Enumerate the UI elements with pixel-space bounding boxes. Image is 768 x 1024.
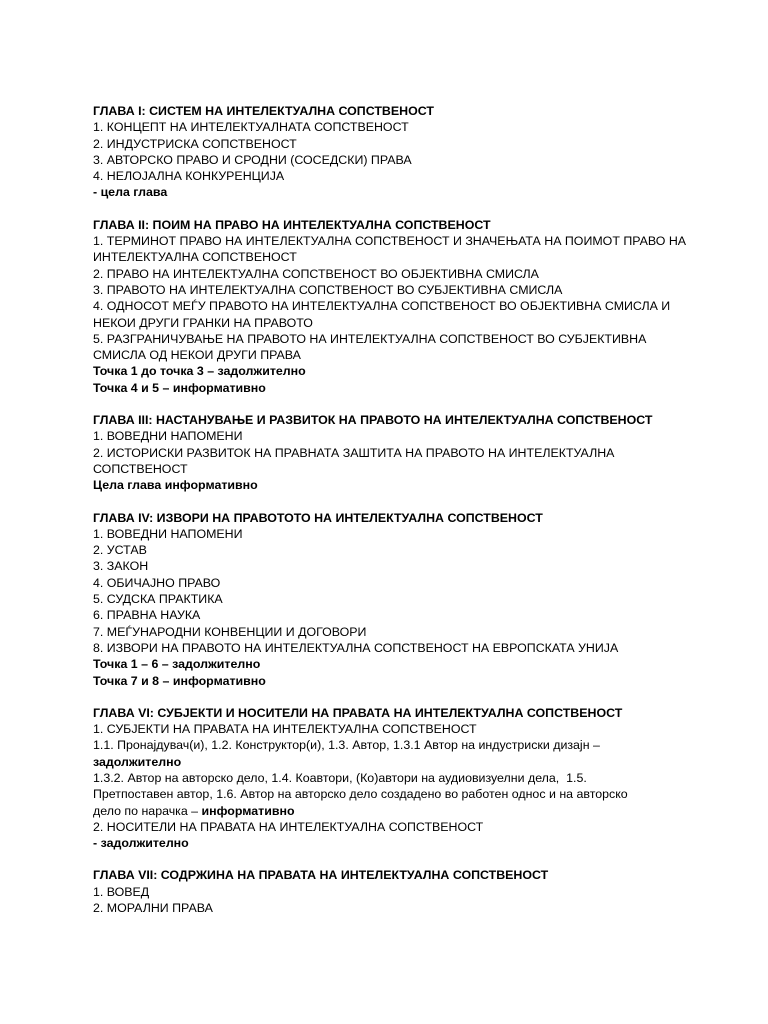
list-item: 2. МОРАЛНИ ПРАВА [93,901,213,916]
chapter-heading: ГЛАВА IV: ИЗВОРИ НА ПРАВОТОТО НА ИНТЕЛЕКТУАЛНА СОПСТВЕНОСТ [93,510,543,525]
list-item: СОПСТВЕНОСТ [93,461,188,476]
chapter-note: Точка 1 до точка 3 – задолжително [93,364,306,379]
list-item: 2. ПРАВО НА ИНТЕЛЕКТУАЛНА СОПСТВЕНОСТ ВО ОБЈЕКТИВНА СМИСЛА [93,266,539,281]
text-run: 1.3.2. Автор на авторско дело, 1.4. Коавтори, (Ко)автори на аудиовизуелни дела, 1.5. [93,770,587,785]
list-item: 3. ЗАКОН [93,559,149,574]
list-item: 3. АВТОРСКО ПРАВО И СРОДНИ (СОСЕДСКИ) ПРАВА [93,152,412,167]
list-item: ИНТЕЛЕКТУАЛНА СОПСТВЕНОСТ [93,250,297,265]
list-item: СМИСЛА ОД НЕКОИ ДРУГИ ПРАВА [93,348,301,363]
list-item: 1. ВОВЕДНИ НАПОМЕНИ [93,429,243,444]
list-item [93,835,728,851]
text-run: дело по нарачка – [93,803,202,818]
chapter-note: Точка 4 и 5 – информативно [93,380,266,395]
list-item: 4. НЕЛОЈАЛНА КОНКУРЕНЦИЈА [93,169,285,184]
list-item: 1. ТЕРМИНОТ ПРАВО НА ИНТЕЛЕКТУАЛНА СОПСТВЕНОСТ И ЗНАЧЕЊАТА НА ПОИМОТ ПРАВО НА [93,234,687,249]
chapter-6 [93,705,728,852]
text-run: 1. СУБЈЕКТИ НА ПРАВАТА НА ИНТЕЛЕКТУАЛНА СОПСТВЕНОСТ [93,722,477,737]
text-run: - задолжително [93,836,189,851]
text-run: задолжително [93,754,182,769]
list-item: 3. ПРАВОТО НА ИНТЕЛЕКТУАЛНА СОПСТВЕНОСТ ВО СУБЈЕКТИВНА СМИСЛА [93,282,563,297]
list-item [93,786,728,802]
list-item: 2. ИСТОРИСКИ РАЗВИТОК НА ПРАВНАТА ЗАШТИТА НА ПРАВОТО НА ИНТЕЛЕКТУАЛНА [93,445,615,460]
list-item: 7. МЕЃУНАРОДНИ КОНВЕНЦИИ И ДОГОВОРИ [93,624,367,639]
list-item [93,754,728,770]
list-item: 2. ИНДУСТРИСКА СОПСТВЕНОСТ [93,136,297,151]
chapter-heading: ГЛАВА III: НАСТАНУВАЊЕ И РАЗВИТОК НА ПРАВОТО НА ИНТЕЛЕКТУАЛНА СОПСТВЕНОСТ [93,413,653,428]
text-run: 2. НОСИТЕЛИ НА ПРАВАТА НА ИНТЕЛЕКТУАЛНА СОПСТВЕНОСТ [93,819,484,834]
list-item: 2. УСТАВ [93,543,147,558]
chapter-7 [93,867,728,916]
list-item: 1. КОНЦЕПТ НА ИНТЕЛЕКТУАЛНАТА СОПСТВЕНОСТ [93,120,409,135]
list-item: 6. ПРАВНА НАУКА [93,608,201,623]
chapter-heading: ГЛАВА I: СИСТЕМ НА ИНТЕЛЕКТУАЛНА СОПСТВЕНОСТ [93,104,434,118]
chapter-1 [93,103,728,201]
list-item [93,770,728,786]
list-item [93,803,728,819]
list-item: 1. ВОВЕДНИ НАПОМЕНИ [93,526,243,541]
list-item [93,819,728,835]
text-run: Претпоставен автор, 1.6. Автор на авторско дело создадено во работен однос и на авторско [93,787,628,802]
list-item: 5. СУДСКА ПРАКТИКА [93,592,223,607]
chapter-heading: ГЛАВА VII: СОДРЖИНА НА ПРАВАТА НА ИНТЕЛЕКТУАЛНА СОПСТВЕНОСТ [93,868,549,883]
chapter-3 [93,412,728,493]
list-item: 1. ВОВЕД [93,884,150,899]
chapter-heading: ГЛАВА VI: СУБЈЕКТИ И НОСИТЕЛИ НА ПРАВАТА НА ИНТЕЛЕКТУАЛНА СОПСТВЕНОСТ [93,705,623,720]
text-run: 1.1. Пронајдувач(и), 1.2. Конструктор(и), 1.3. Автор, 1.3.1 Автор на индустриски дизајн – [93,738,600,753]
list-item [93,737,728,753]
chapter-4 [93,510,728,689]
list-item: 5. РАЗГРАНИЧУВАЊЕ НА ПРАВОТО НА ИНТЕЛЕКТУАЛНА СОПСТВЕНОСТ ВО СУБЈЕКТИВНА [93,331,647,346]
list-item: 4. ОБИЧАЈНО ПРАВО [93,575,221,590]
chapter-heading: ГЛАВА II: ПОИМ НА ПРАВО НА ИНТЕЛЕКТУАЛНА СОПСТВЕНОСТ [93,217,491,232]
list-item: 4. ОДНОСОТ МЕЃУ ПРАВОТО НА ИНТЕЛЕКТУАЛНА СОПСТВЕНОСТ ВО ОБЈЕКТИВНА СМИСЛА И [93,299,671,314]
list-item [93,721,728,737]
chapter-note: Цела глава информативно [93,478,258,493]
chapter-note: Точка 1 – 6 – задолжително [93,657,261,672]
list-item: НЕКОИ ДРУГИ ГРАНКИ НА ПРАВОТО [93,315,313,330]
chapter-note: - цела глава [93,185,168,200]
text-run: информативно [201,803,295,818]
list-item: 8. ИЗВОРИ НА ПРАВОТО НА ИНТЕЛЕКТУАЛНА СОПСТВЕНОСТ НА ЕВРОПСКАТА УНИЈА [93,640,619,655]
chapter-note: Точка 7 и 8 – информативно [93,673,266,688]
chapter-2 [93,217,728,396]
